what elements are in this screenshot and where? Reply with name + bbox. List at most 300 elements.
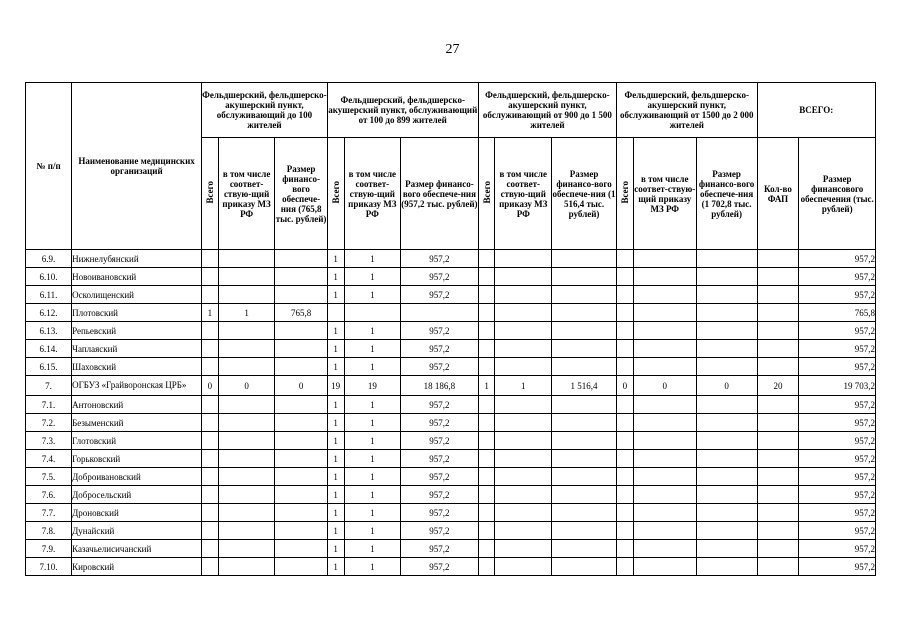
row-number-cell: 7.10. [26,558,72,576]
group-header-total: ВСЕГО: [757,83,876,138]
value-cell [696,468,757,486]
value-cell [478,396,495,414]
value-cell [552,358,617,376]
value-cell [218,250,275,268]
col-header-org: Наименование медицинских организаций [72,83,202,250]
row-number-cell: 7.6. [26,486,72,504]
value-cell [617,304,634,322]
value-cell: 1 [327,432,344,450]
value-cell [275,432,327,450]
value-cell [275,358,327,376]
value-cell [633,432,696,450]
value-cell [218,450,275,468]
value-cell: 957,2 [401,504,479,522]
table-row [26,304,876,322]
total-fin-cell: 957,2 [799,540,876,558]
value-cell: 957,2 [401,486,479,504]
value-cell [218,432,275,450]
organization-cell: ОГБУЗ «Грайворонская ЦРБ» [72,376,202,396]
value-cell: 1 [218,304,275,322]
value-cell [275,268,327,286]
value-cell: 1 [344,358,401,376]
value-cell: 1 [327,504,344,522]
value-cell [617,540,634,558]
value-cell: 18 186,8 [401,376,479,396]
row-number-cell: 7.9. [26,540,72,558]
value-cell [478,358,495,376]
value-cell: 1 [327,540,344,558]
value-cell [552,414,617,432]
value-cell [495,558,552,576]
value-cell: 957,2 [401,468,479,486]
value-cell: 1 [327,486,344,504]
col-header-in-number-3: в том числе соответ-ствую-щий приказу МЗ РФ [495,138,552,250]
col-header-fin-1: Размер финансо-вого обеспече-ния (765,8 тыс. рублей) [275,138,327,250]
row-number-cell: 7.5. [26,468,72,486]
value-cell [202,450,219,468]
value-cell [633,340,696,358]
value-cell: 1 [344,486,401,504]
value-cell [218,340,275,358]
col-header-in-number-4: в том числе соответ-ствую-щий приказу МЗ РФ [633,138,696,250]
value-cell [495,304,552,322]
table-row [26,450,876,468]
value-cell: 1 [327,396,344,414]
total-fin-cell: 957,2 [799,414,876,432]
value-cell: 0 [633,376,696,396]
value-cell: 1 [344,540,401,558]
row-number-cell: 6.10. [26,268,72,286]
value-cell [757,522,799,540]
value-cell: 957,2 [401,558,479,576]
value-cell [633,468,696,486]
value-cell [552,250,617,268]
value-cell [327,304,344,322]
value-cell [696,558,757,576]
value-cell [757,322,799,340]
row-number-cell: 7.2. [26,414,72,432]
value-cell [617,450,634,468]
total-fin-cell: 19 703,2 [799,376,876,396]
value-cell [275,522,327,540]
value-cell [275,486,327,504]
value-cell [218,504,275,522]
value-cell [633,414,696,432]
value-cell [495,540,552,558]
value-cell: 1 [327,322,344,340]
value-cell: 1 [344,340,401,358]
value-cell: 957,2 [401,358,479,376]
value-cell [617,322,634,340]
value-cell [757,432,799,450]
group-header-up-to-100: Фельдшерский, фельдшерско-акушерский пункт, обслуживающий до 100 жителей [202,83,328,138]
value-cell: 1 [327,414,344,432]
col-header-in-number-2: в том числе соответ-ствую-щий приказу МЗ РФ [344,138,401,250]
value-cell [218,414,275,432]
value-cell [617,486,634,504]
row-number-cell: 6.14. [26,340,72,358]
col-header-fin-4: Размер финансо-вого обеспече-ния (1 702,8 тыс. рублей) [696,138,757,250]
total-fin-cell: 957,2 [799,340,876,358]
value-cell [696,268,757,286]
value-cell [478,432,495,450]
value-cell [617,432,634,450]
value-cell [633,396,696,414]
value-cell [218,396,275,414]
organization-cell: Горьковский [72,450,202,468]
value-cell [552,340,617,358]
value-cell: 0 [275,376,327,396]
value-cell [218,558,275,576]
value-cell: 1 [344,322,401,340]
organization-cell: Безыменский [72,414,202,432]
value-cell [495,522,552,540]
total-fin-cell: 957,2 [799,504,876,522]
value-cell [275,450,327,468]
value-cell: 1 516,4 [552,376,617,396]
value-cell: 0 [202,376,219,396]
value-cell [478,450,495,468]
value-cell [202,268,219,286]
value-cell [696,322,757,340]
value-cell [495,486,552,504]
organization-cell: Кировский [72,558,202,576]
row-number-cell: 7.8. [26,522,72,540]
value-cell: 957,2 [401,540,479,558]
table-row [26,286,876,304]
value-cell [617,468,634,486]
value-cell: 957,2 [401,522,479,540]
value-cell [633,540,696,558]
value-cell [202,504,219,522]
value-cell [633,250,696,268]
organization-cell: Новоивановский [72,268,202,286]
value-cell: 765,8 [275,304,327,322]
value-cell [218,358,275,376]
value-cell: 1 [344,558,401,576]
value-cell [275,286,327,304]
value-cell [757,414,799,432]
value-cell [633,522,696,540]
value-cell [552,504,617,522]
value-cell [757,486,799,504]
value-cell: 1 [327,558,344,576]
value-cell: 1 [327,450,344,468]
value-cell [696,414,757,432]
value-cell [617,522,634,540]
value-cell [552,396,617,414]
table-row [26,340,876,358]
value-cell: 1 [478,376,495,396]
value-cell: 957,2 [401,340,479,358]
row-number-cell: 7.3. [26,432,72,450]
row-number-cell: 6.13. [26,322,72,340]
value-cell [275,468,327,486]
value-cell [202,340,219,358]
organization-cell: Чаплаяский [72,340,202,358]
value-cell [696,340,757,358]
value-cell [202,358,219,376]
organization-cell: Казачьелисичанский [72,540,202,558]
value-cell: 957,2 [401,250,479,268]
value-cell [275,322,327,340]
value-cell [633,486,696,504]
value-cell [552,486,617,504]
col-header-fin-2: Размер финансо-вого обеспече-ния (957,2 тыс. рублей) [401,138,479,250]
col-header-fin-total: Размер финансового обеспечения (тыс. рублей) [799,138,876,250]
value-cell [495,286,552,304]
value-cell [617,286,634,304]
value-cell [633,504,696,522]
value-cell [495,396,552,414]
value-cell [757,396,799,414]
organization-cell: Добросельский [72,486,202,504]
value-cell: 1 [344,268,401,286]
value-cell [757,250,799,268]
value-cell [617,396,634,414]
value-cell [495,504,552,522]
row-number-cell: 6.12. [26,304,72,322]
row-number-cell: 7.1. [26,396,72,414]
organization-cell: Нижнелубянский [72,250,202,268]
group-header-100-899: Фельдшерский, фельдшерско-акушерский пункт, обслуживающий от 100 до 899 жителей [327,83,478,138]
value-cell [495,468,552,486]
value-cell [696,522,757,540]
value-cell [218,522,275,540]
value-cell [344,304,401,322]
value-cell [696,504,757,522]
value-cell [757,540,799,558]
value-cell [202,432,219,450]
total-fin-cell: 765,8 [799,304,876,322]
header-row-groups [26,83,876,138]
value-cell [275,504,327,522]
organization-cell: Осколищенский [72,286,202,304]
value-cell [696,450,757,468]
value-cell: 1 [327,286,344,304]
table-row [26,486,876,504]
value-cell [218,322,275,340]
value-cell [478,322,495,340]
value-cell [617,558,634,576]
table-row [26,432,876,450]
col-header-vsego-1: Всего [202,138,219,250]
page-number: 27 [445,42,460,57]
value-cell [218,540,275,558]
value-cell: 1 [327,468,344,486]
value-cell: 1 [327,522,344,540]
value-cell [617,504,634,522]
col-header-vsego-3: Всего [478,138,495,250]
value-cell: 1 [344,450,401,468]
funding-table [25,82,876,576]
value-cell [275,558,327,576]
table-row [26,468,876,486]
value-cell: 1 [344,396,401,414]
value-cell [478,486,495,504]
value-cell: 957,2 [401,268,479,286]
row-number-cell: 7.7. [26,504,72,522]
value-cell: 19 [327,376,344,396]
value-cell [478,268,495,286]
total-fin-cell: 957,2 [799,450,876,468]
value-cell [617,414,634,432]
organization-cell: Репьевский [72,322,202,340]
value-cell [495,450,552,468]
col-header-vsego-4: Всего [617,138,634,250]
table-body [26,250,876,576]
value-cell: 19 [344,376,401,396]
value-cell [757,358,799,376]
value-cell [696,286,757,304]
value-cell [757,286,799,304]
value-cell [757,304,799,322]
col-header-fin-3: Размер финансо-вого обеспече-ния (1 516,4 тыс. рублей) [552,138,617,250]
organization-cell: Дроновский [72,504,202,522]
value-cell [202,286,219,304]
total-fin-cell: 957,2 [799,250,876,268]
value-cell [552,286,617,304]
value-cell [202,250,219,268]
value-cell [478,304,495,322]
value-cell [495,340,552,358]
value-cell: 957,2 [401,396,479,414]
value-cell [218,286,275,304]
value-cell [552,322,617,340]
table-row [26,414,876,432]
value-cell [202,414,219,432]
row-number-cell: 6.11. [26,286,72,304]
total-fin-cell: 957,2 [799,558,876,576]
value-cell: 957,2 [401,450,479,468]
value-cell [495,322,552,340]
value-cell [552,304,617,322]
value-cell [202,322,219,340]
value-cell: 1 [344,432,401,450]
value-cell: 1 [327,358,344,376]
row-number-cell: 7.4. [26,450,72,468]
row-number-cell: 6.15. [26,358,72,376]
organization-cell: Плотовский [72,304,202,322]
value-cell: 1 [495,376,552,396]
value-cell [275,250,327,268]
value-cell [633,450,696,468]
value-cell: 1 [327,250,344,268]
value-cell [696,396,757,414]
col-header-num: № п/п [26,83,72,250]
value-cell [478,414,495,432]
value-cell [202,558,219,576]
value-cell [478,558,495,576]
value-cell: 0 [218,376,275,396]
total-fin-cell: 957,2 [799,322,876,340]
organization-cell: Глотовский [72,432,202,450]
value-cell [757,450,799,468]
value-cell [757,340,799,358]
value-cell [202,468,219,486]
value-cell [633,322,696,340]
col-header-count-fap: Кол-во ФАП [757,138,799,250]
value-cell [696,250,757,268]
value-cell [552,522,617,540]
value-cell [478,286,495,304]
value-cell: 0 [617,376,634,396]
table-row [26,250,876,268]
value-cell [633,304,696,322]
value-cell [218,486,275,504]
value-cell [617,250,634,268]
value-cell [633,558,696,576]
value-cell: 1 [344,250,401,268]
total-fin-cell: 957,2 [799,432,876,450]
value-cell: 957,2 [401,432,479,450]
value-cell: 957,2 [401,414,479,432]
value-cell: 1 [344,414,401,432]
table-row [26,322,876,340]
value-cell [202,486,219,504]
table-row [26,540,876,558]
value-cell [617,358,634,376]
value-cell [757,504,799,522]
table-row [26,358,876,376]
group-header-1500-2000: Фельдшерский, фельдшерско-акушерский пункт, обслуживающий от 1500 до 2 000 жителей [617,83,757,138]
value-cell [633,268,696,286]
total-fin-cell: 957,2 [799,286,876,304]
value-cell [757,268,799,286]
total-fin-cell: 957,2 [799,486,876,504]
value-cell [696,486,757,504]
value-cell: 20 [757,376,799,396]
value-cell [633,286,696,304]
value-cell [202,522,219,540]
table-row [26,558,876,576]
value-cell [218,468,275,486]
value-cell: 1 [344,286,401,304]
value-cell [552,558,617,576]
value-cell [275,396,327,414]
organization-cell: Доброивановский [72,468,202,486]
value-cell [617,340,634,358]
value-cell [757,558,799,576]
value-cell: 1 [344,504,401,522]
row-number-cell: 6.9. [26,250,72,268]
total-fin-cell: 957,2 [799,468,876,486]
value-cell [495,268,552,286]
table-row [26,376,876,396]
col-header-in-number-1: в том числе соответ-ствую-щий приказу МЗ РФ [218,138,275,250]
value-cell [202,540,219,558]
table-row [26,268,876,286]
value-cell [478,522,495,540]
value-cell [495,432,552,450]
value-cell [401,304,479,322]
value-cell: 1 [344,468,401,486]
value-cell [495,414,552,432]
value-cell: 957,2 [401,286,479,304]
total-fin-cell: 957,2 [799,358,876,376]
row-number-cell: 7. [26,376,72,396]
value-cell [696,304,757,322]
value-cell [495,358,552,376]
value-cell [552,468,617,486]
value-cell: 1 [202,304,219,322]
value-cell [478,250,495,268]
value-cell [202,396,219,414]
value-cell: 957,2 [401,322,479,340]
value-cell [552,540,617,558]
organization-cell: Антоновский [72,396,202,414]
value-cell [495,250,552,268]
